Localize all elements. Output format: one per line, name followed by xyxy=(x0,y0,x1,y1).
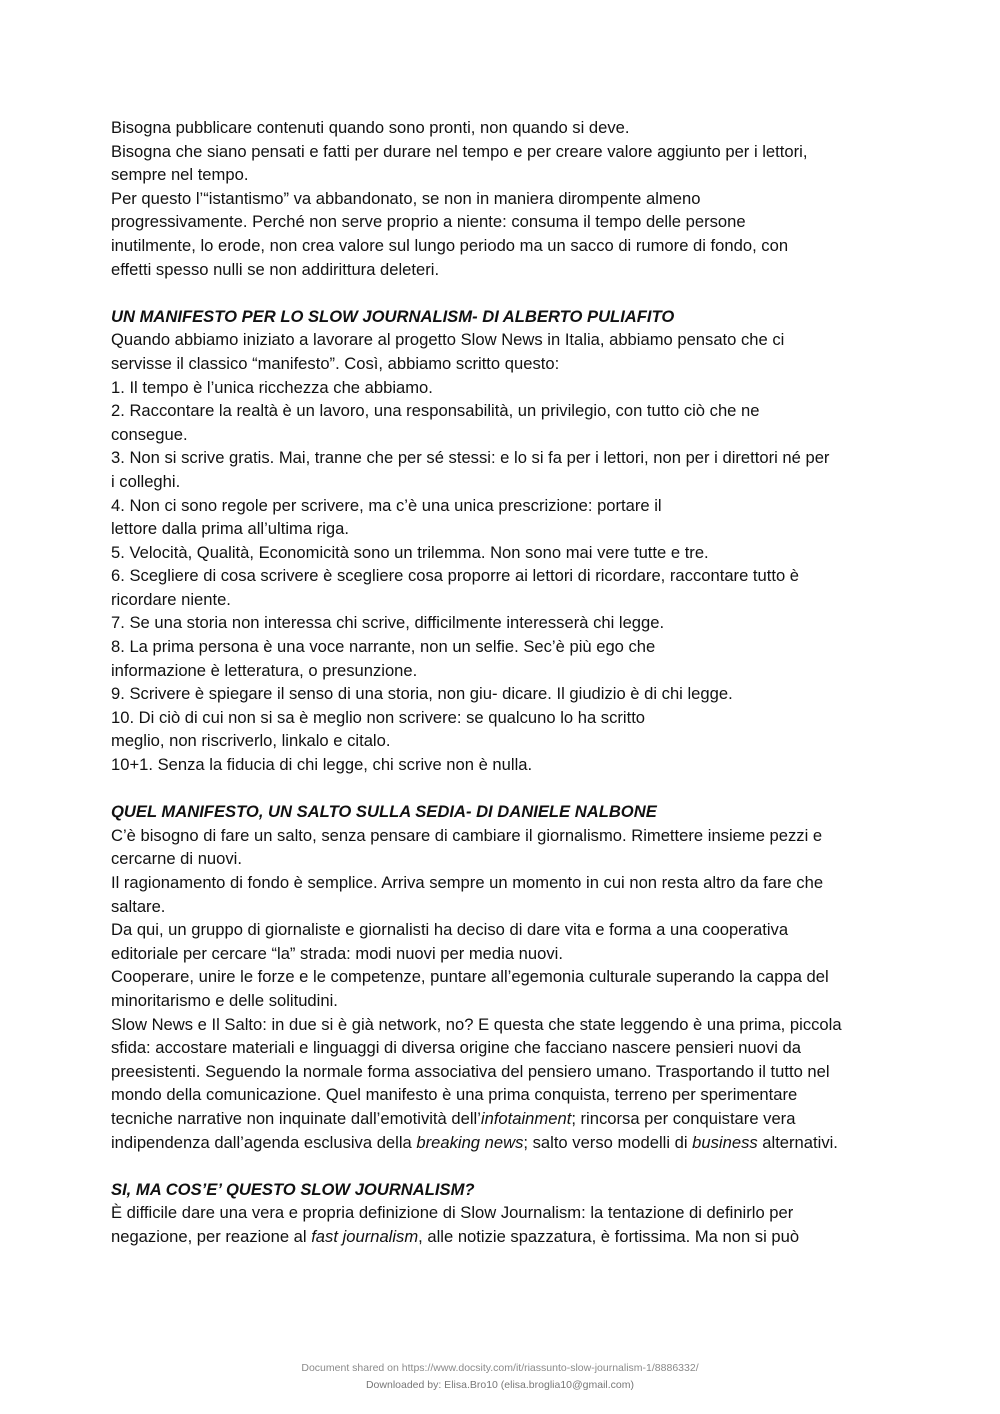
text-line: Da qui, un gruppo di giornaliste e giornalisti ha deciso di dare vita e forma a una cooperativa xyxy=(111,920,789,940)
text-line: mondo della comunicazione. Quel manifesto è una prima conquista, terreno per sperimentare xyxy=(111,1085,798,1105)
text-line: inutilmente, lo erode, non crea valore sul lungo periodo ma un sacco di rumore di fondo, con xyxy=(111,235,789,255)
text-line: Cooperare, unire le forze e le competenze, puntare all’egemonia culturale superando la cappa del xyxy=(111,967,829,987)
text-run: ; rincorsa per conquistare vera xyxy=(571,1108,796,1128)
text-line: effetti spesso nulli se non addirittura deleteri. xyxy=(111,259,440,279)
section-manifesto xyxy=(111,305,901,777)
text-line: È difficile dare una vera e propria definizione di Slow Journalism: la tentazione di definirlo per xyxy=(111,1203,794,1223)
text-run: alternativi. xyxy=(757,1132,838,1152)
text-run: tecniche narrative non inquinate dall’emotività dell’ xyxy=(111,1108,481,1128)
list-item: 6. Scegliere di cosa scrivere è scegliere cosa proporre ai lettori di ricordare, raccontare tutto è xyxy=(111,566,800,586)
italic-term: business xyxy=(692,1132,758,1152)
text-line: ricordare niente. xyxy=(111,589,231,609)
list-item: 7. Se una storia non interessa chi scrive, difficilmente interesserà chi legge. xyxy=(111,613,665,633)
text-line: informazione è letteratura, o presunzione. xyxy=(111,660,418,680)
italic-term: infotainment xyxy=(480,1108,572,1128)
list-item: 10+1. Senza la fiducia di chi legge, chi scrive non è nulla. xyxy=(111,755,533,775)
text-line: C’è bisogno di fare un salto, senza pensare di cambiare il giornalismo. Rimettere insieme pezzi e xyxy=(111,825,823,845)
footer-downloaded-by: Downloaded by: Elisa.Bro10 (elisa.broglia10@gmail.com) xyxy=(365,1379,635,1391)
text-line: lettore dalla prima all’ultima riga. xyxy=(111,519,349,539)
text-line xyxy=(111,1107,901,1131)
text-line: preesistenti. Seguendo la normale forma associativa del pensiero umano. Trasportando il tutto nel xyxy=(111,1061,830,1081)
text-line: servisse il classico “manifesto”. Così, abbiamo scritto questo: xyxy=(111,353,560,373)
text-line: sempre nel tempo. xyxy=(111,165,249,185)
text-run: ; salto verso modelli di xyxy=(523,1132,693,1152)
italic-term: breaking news xyxy=(416,1132,524,1152)
list-item: 5. Velocità, Qualità, Economicità sono un trilemma. Non sono mai vere tutte e tre. xyxy=(111,542,709,562)
text-line: Slow News e Il Salto: in due si è già network, no? E questa che state leggendo è una prima, piccola xyxy=(111,1014,842,1034)
section-heading: SI, MA COS’E’ QUESTO SLOW JOURNALISM? xyxy=(111,1179,475,1199)
text-run: , alle notizie spazzatura, è fortissima. Ma non si può xyxy=(418,1226,800,1246)
text-line: Per questo l’“istantismo” va abbandonato, se non in maniera dirompente almeno xyxy=(111,188,701,208)
section-heading: UN MANIFESTO PER LO SLOW JOURNALISM- DI ALBERTO PULIAFITO xyxy=(111,306,675,326)
list-item: 9. Scrivere è spiegare il senso di una storia, non giu- dicare. Il giudizio è di chi legge. xyxy=(111,684,733,704)
text-line: sfida: accostare materiali e linguaggi di diversa origine che facciano nascere pensieri nuovi da xyxy=(111,1038,801,1058)
text-line: saltare. xyxy=(111,896,166,916)
text-line: editoriale per cercare “la” strada: modi nuovi per media nuovi. xyxy=(111,943,563,963)
footer-shared-link[interactable]: Document shared on https://www.docsity.com/it/riassunto-slow-journalism-1/8886332/ xyxy=(301,1362,699,1374)
list-item: 8. La prima persona è una voce narrante, non un selfie. Sec’è più ego che xyxy=(111,637,656,657)
list-item: 1. Il tempo è l’unica ricchezza che abbiamo. xyxy=(111,377,433,397)
text-line: cercarne di nuovi. xyxy=(111,849,242,869)
text-run: negazione, per reazione al xyxy=(111,1226,312,1246)
text-line: Il ragionamento di fondo è semplice. Arriva sempre un momento in cui non resta altro da fare che xyxy=(111,873,824,892)
text-line: Bisogna pubblicare contenuti quando sono pronti, non quando si deve. xyxy=(111,118,630,137)
paragraph-gap xyxy=(111,281,901,305)
paragraph-gap xyxy=(111,1154,901,1178)
text-line xyxy=(111,1225,901,1249)
paragraph-gap xyxy=(111,777,901,801)
text-line: minoritarismo e delle solitudini. xyxy=(111,990,338,1010)
section-definition xyxy=(111,1178,901,1249)
list-item: 10. Di ciò di cui non si sa è meglio non scrivere: se qualcuno lo ha scritto xyxy=(111,707,646,727)
text-line: progressivamente. Perché non serve proprio a niente: consuma il tempo delle persone xyxy=(111,212,746,232)
document-body xyxy=(111,116,901,1249)
section-salto xyxy=(111,800,901,1154)
section-heading: QUEL MANIFESTO, UN SALTO SULLA SEDIA- DI DANIELE NALBONE xyxy=(111,802,657,822)
text-line: i colleghi. xyxy=(111,471,181,491)
text-line: Quando abbiamo iniziato a lavorare al progetto Slow News in Italia, abbiamo pensato che ci xyxy=(111,330,785,350)
text-line: consegue. xyxy=(111,424,188,444)
italic-term: fast journalism xyxy=(311,1226,419,1246)
text-line: Bisogna che siano pensati e fatti per durare nel tempo e per creare valore aggiunto per i lettori, xyxy=(111,141,808,161)
text-line xyxy=(111,1131,901,1155)
text-run: indipendenza dall’agenda esclusiva della xyxy=(111,1132,417,1152)
list-item: 4. Non ci sono regole per scrivere, ma c’è una unica prescrizione: portare il xyxy=(111,495,662,515)
text-line: meglio, non riscriverlo, linkalo e citalo. xyxy=(111,731,391,751)
intro-paragraph xyxy=(111,116,901,281)
list-item: 2. Raccontare la realtà è un lavoro, una responsabilità, un privilegio, con tutto ciò che ne xyxy=(111,401,760,421)
list-item: 3. Non si scrive gratis. Mai, tranne che per sé stessi: e lo si fa per i lettori, non per i direttori né per xyxy=(111,448,830,468)
